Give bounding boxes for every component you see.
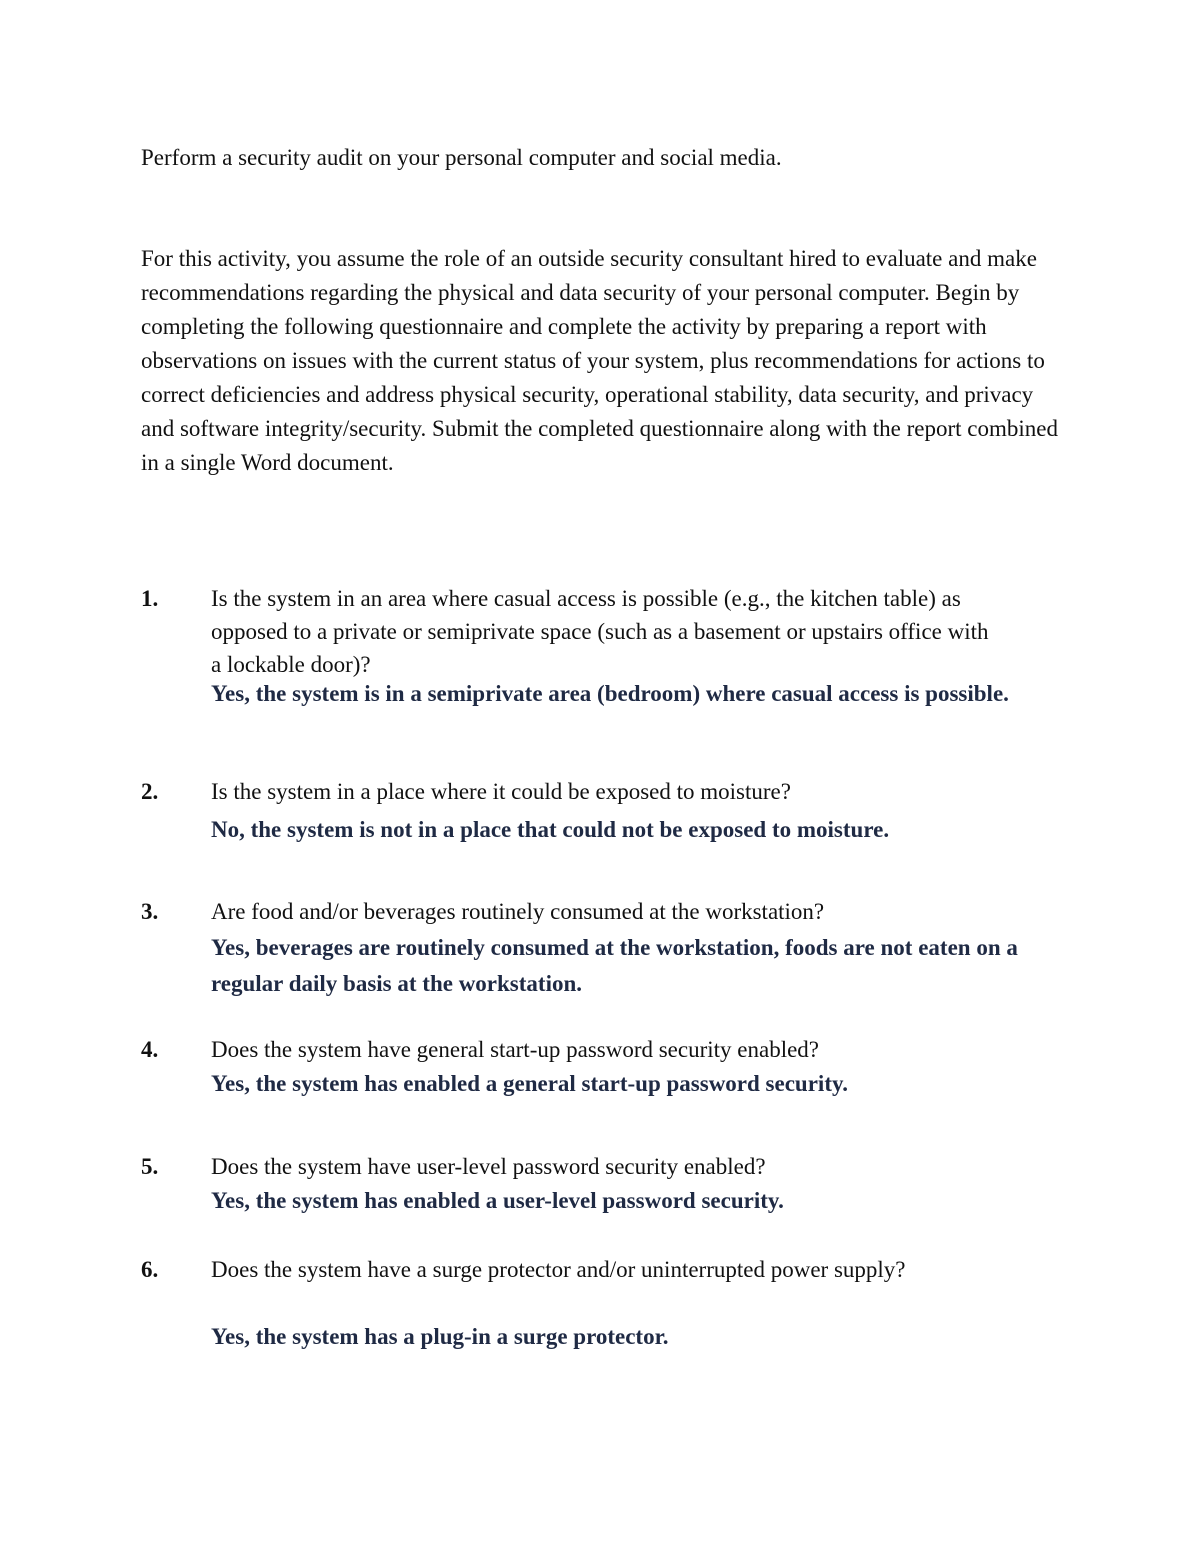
question-number: 5. xyxy=(141,1154,159,1179)
question-number: 1. xyxy=(141,586,159,611)
answer-text: No, the system is not in a place that could not be exposed to moisture. xyxy=(211,817,890,842)
question-text: Is the system in a place where it could be exposed to moisture? xyxy=(211,779,791,804)
intro-line: Perform a security audit on your personal computer and social media. xyxy=(141,145,782,170)
question-number: 4. xyxy=(141,1037,159,1062)
question-text: Is the system in an area where casual access is possible (e.g., the kitchen table) as opposed to a private or semiprivate space (such as a basement or upstairs office with a lockable door)? xyxy=(211,586,989,677)
answer-text: Yes, the system has enabled a user-level password security. xyxy=(211,1188,784,1213)
question-text: Does the system have user-level password security enabled? xyxy=(211,1154,766,1179)
question-number: 3. xyxy=(141,899,159,924)
answer-text: Yes, the system is in a semiprivate area (bedroom) where casual access is possible. xyxy=(211,681,1009,706)
question-number: 6. xyxy=(141,1257,159,1282)
question-text: Does the system have a surge protector and/or uninterrupted power supply? xyxy=(211,1257,906,1282)
instructions-paragraph: For this activity, you assume the role of an outside security consultant hired to evaluate and make recommendations regarding the physical and data security of your personal computer. Begin by completing the following questionnaire and complete the activity by preparing a report with observations on issues with the current status of your system, plus recommendations for actions to correct deficiencies and address physical security, operational stability, data security, and privacy and software integrity/security. Submit the completed questionnaire along with the report combined in a single Word document. xyxy=(141,246,1058,475)
answer-text: Yes, the system has enabled a general start-up password security. xyxy=(211,1071,848,1096)
answer-text: Yes, beverages are routinely consumed at the workstation, foods are not eaten on a regular daily basis at the workstation. xyxy=(211,935,1018,996)
question-text: Are food and/or beverages routinely consumed at the workstation? xyxy=(211,899,825,924)
question-text: Does the system have general start-up password security enabled? xyxy=(211,1037,820,1062)
answer-text: Yes, the system has a plug-in a surge protector. xyxy=(211,1324,669,1349)
question-number: 2. xyxy=(141,779,159,804)
